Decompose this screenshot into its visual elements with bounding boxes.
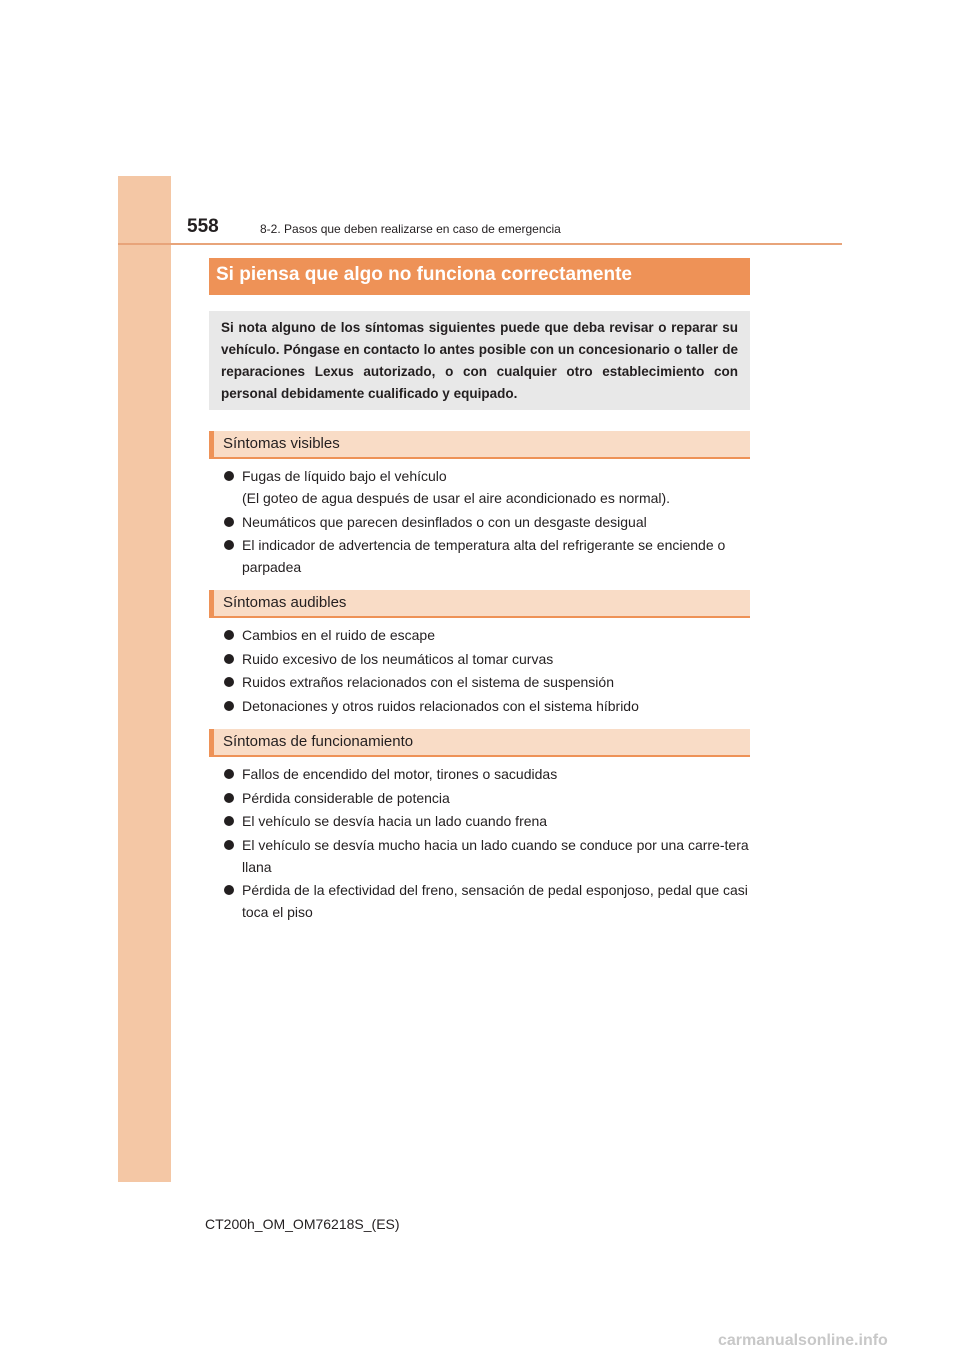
list-item: Detonaciones y otros ruidos relacionados con el sistema híbrido (222, 695, 750, 717)
bullet-icon (224, 471, 234, 481)
bullet-icon (224, 517, 234, 527)
bullet-icon (224, 540, 234, 550)
bullet-icon (224, 769, 234, 779)
list-item: Ruidos extraños relacionados con el sistema de suspensión (222, 671, 750, 693)
list-item: Neumáticos que parecen desinflados o con un desgaste desigual (222, 511, 750, 533)
watermark: carmanualsonline.info (718, 1332, 888, 1349)
list-item: Fugas de líquido bajo el vehículo (El goteo de agua después de usar el aire acondicionado es normal). (222, 465, 750, 509)
list-item: Pérdida considerable de potencia (222, 787, 750, 809)
section-heading-visible: Síntomas visibles (209, 431, 750, 459)
header-divider (118, 243, 842, 245)
list-item: El vehículo se desvía hacia un lado cuando frena (222, 810, 750, 832)
list-item: El vehículo se desvía mucho hacia un lado cuando se conduce por una carre-tera llana (222, 834, 750, 878)
bullet-icon (224, 654, 234, 664)
section-heading-audible: Síntomas audibles (209, 590, 750, 618)
list-visible-symptoms (222, 465, 750, 580)
list-item: Pérdida de la efectividad del freno, sensación de pedal esponjoso, pedal que casi toca el piso (222, 879, 750, 923)
bullet-icon (224, 630, 234, 640)
bullet-icon (224, 816, 234, 826)
list-item: Cambios en el ruido de escape (222, 624, 750, 646)
bullet-icon (224, 840, 234, 850)
chapter-title: 8-2. Pasos que deben realizarse en caso de emergencia (260, 222, 561, 236)
page-title: Si piensa que algo no funciona correctamente (209, 258, 750, 295)
side-tab-strip (118, 176, 171, 1182)
bullet-icon (224, 793, 234, 803)
list-item: El indicador de advertencia de temperatura alta del refrigerante se enciende o parpadea (222, 534, 750, 578)
list-item: Fallos de encendido del motor, tirones o sacudidas (222, 763, 750, 785)
intro-text: Si nota alguno de los síntomas siguientes puede que deba revisar o reparar su vehículo. Póngase en contacto lo antes posible con un concesionario o taller de reparaciones Lexus autorizado, o con cualquier otro establecimiento con personal debidamente cualificado y equipado. (221, 320, 738, 401)
document-code: CT200h_OM_OM76218S_(ES) (205, 1216, 400, 1232)
bullet-icon (224, 701, 234, 711)
section-heading-operation: Síntomas de funcionamiento (209, 729, 750, 757)
bullet-icon (224, 885, 234, 895)
intro-box (209, 311, 750, 410)
list-audible-symptoms (222, 624, 750, 718)
bullet-icon (224, 677, 234, 687)
list-operation-symptoms (222, 763, 750, 925)
list-item: Ruido excesivo de los neumáticos al tomar curvas (222, 648, 750, 670)
page-number: 558 (187, 216, 219, 237)
